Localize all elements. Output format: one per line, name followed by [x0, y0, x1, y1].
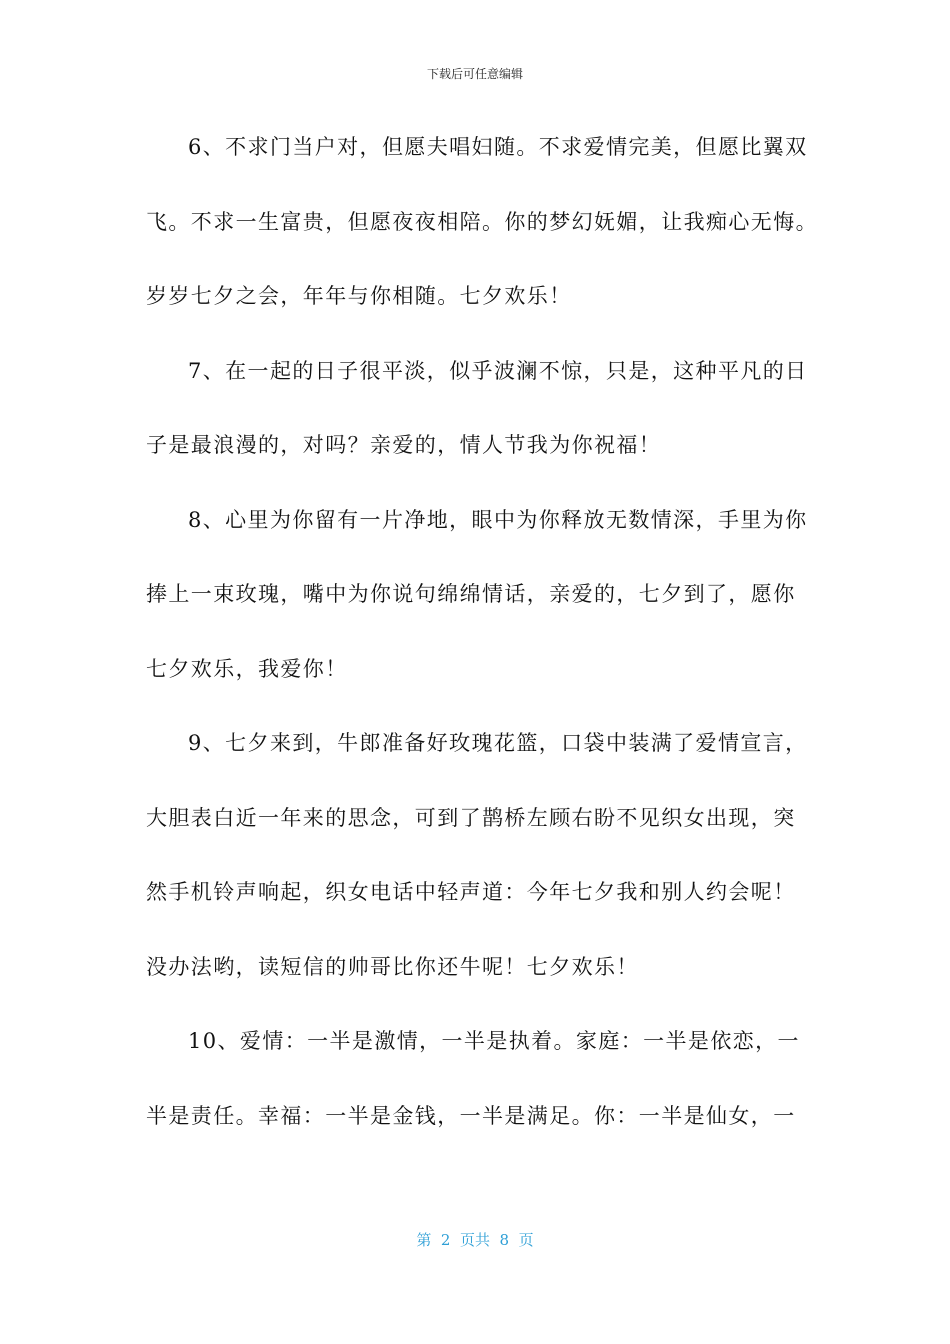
text-line: 10、爱情：一半是激情，一半是执着。家庭：一半是依恋，一	[188, 1029, 800, 1053]
text-line: 七夕欢乐，我爱你！	[146, 656, 348, 681]
page-header: 下载后可任意编辑	[426, 67, 523, 81]
text-line: 8、心里为你留有一片净地，眼中为你释放无数情深，手里为你	[188, 507, 808, 532]
text-line: 捧上一束玫瑰，嘴中为你说句绵绵情话，亲爱的，七夕到了，愿你	[146, 582, 796, 606]
text-line: 半是责任。幸福：一半是金钱，一半是满足。你：一半是仙女，一	[146, 1103, 796, 1128]
document-body	[146, 122, 816, 1165]
text-line: 子是最浪漫的，对吗？亲爱的，情人节我为你祝福！	[146, 433, 662, 457]
text-line: 岁岁七夕之会，年年与你相随。七夕欢乐！	[146, 284, 572, 308]
text-line: 7、在一起的日子很平淡，似乎波澜不惊，只是，这种平凡的日	[188, 358, 808, 383]
page-number-footer: 第 2 页共 8 页	[416, 1231, 534, 1249]
text-line: 6、不求门当户对，但愿夫唱妇随。不求爱情完美，但愿比翼双	[188, 135, 808, 159]
text-line: 然手机铃声响起，织女电话中轻声道：今年七夕我和别人约会呢！	[146, 880, 796, 904]
text-line: 9、七夕来到，牛郎准备好玫瑰花篮，口袋中装满了爱情宣言，	[188, 731, 808, 755]
text-line: 没办法哟，读短信的帅哥比你还牛呢！七夕欢乐！	[146, 954, 639, 979]
text-line: 大胆表白近一年来的思念，可到了鹊桥左顾右盼不见织女出现，突	[146, 805, 796, 830]
text-line: 飞。不求一生富贵，但愿夜夜相陪。你的梦幻妩媚，让我痴心无悔。	[146, 209, 818, 234]
